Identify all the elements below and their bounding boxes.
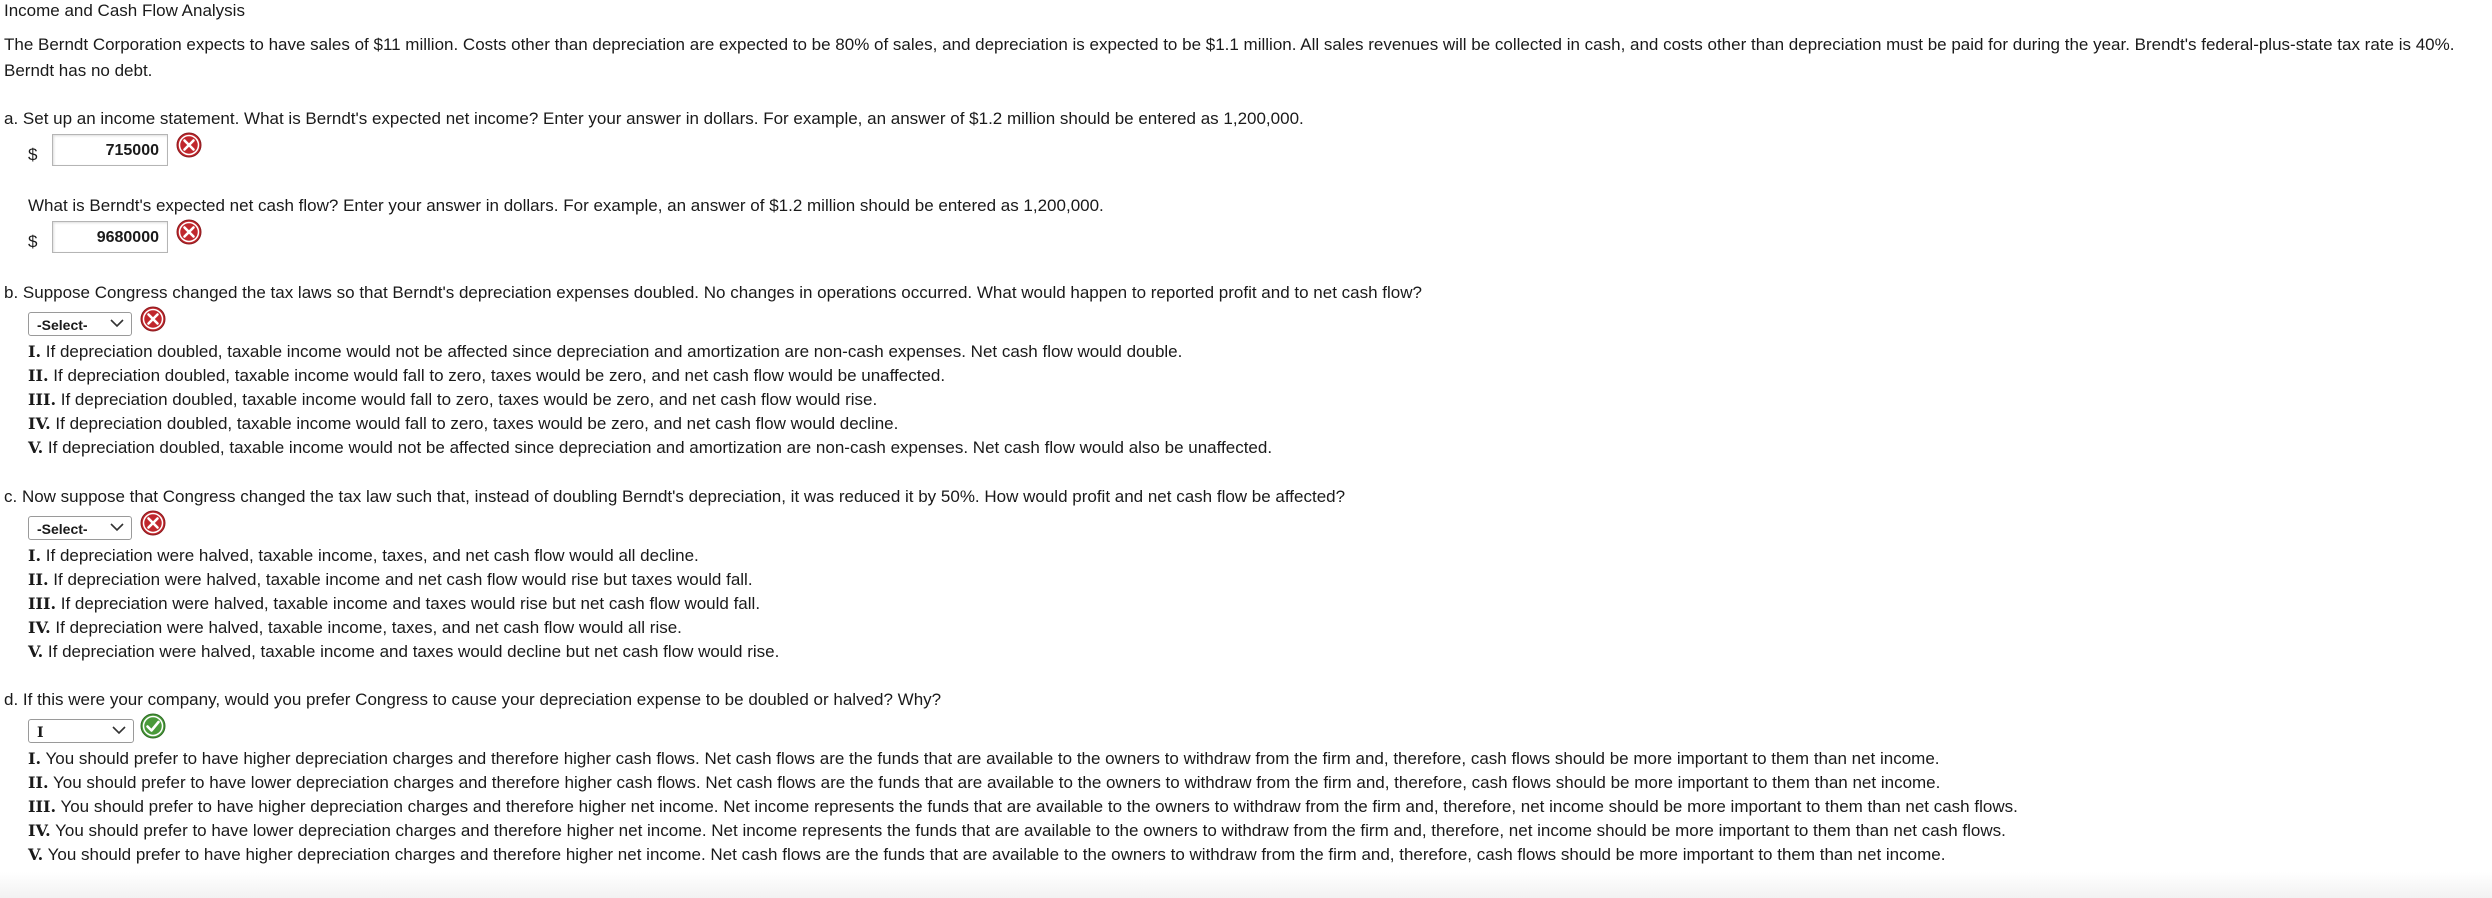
net-cash-flow-input[interactable]: 9680000: [52, 221, 168, 253]
list-item: V. If depreciation were halved, taxable income and taxes would decline but net cash flow would rise.: [28, 642, 780, 661]
part-a: [4, 106, 2484, 172]
part-c-select-row: [4, 510, 2484, 544]
part-b-options: [28, 340, 2484, 460]
list-item: V. You should prefer to have higher depreciation charges and therefore higher net income. Net cash flows are the funds that are available to the owners to withdraw from the firm and, therefore, cash flows should be more important to them than net income.: [28, 845, 1946, 864]
part-d: [4, 687, 2484, 867]
list-item: II. If depreciation doubled, taxable income would fall to zero, taxes would be zero, and net cash flow would be unaffected.: [28, 366, 946, 385]
list-item: I. If depreciation doubled, taxable income would not be affected since depreciation and amortization are non-cash expenses. Net cash flow would double.: [28, 342, 1183, 361]
list-item: III. If depreciation were halved, taxable income and taxes would rise but net cash flow would fall.: [28, 594, 761, 613]
currency-label: $: [28, 232, 38, 251]
list-item: II. You should prefer to have lower depreciation charges and therefore higher cash flows. Net cash flows are the funds that are available to the owners to withdraw from the firm and, therefore, cash flows should be more important to them than net income.: [28, 773, 1941, 792]
incorrect-x-icon: [176, 219, 202, 245]
part-b-select-row: [4, 306, 2484, 340]
part-c-select[interactable]: [28, 516, 132, 540]
incorrect-x-icon: [140, 306, 166, 332]
part-c-question: c. Now suppose that Congress changed the tax law such that, instead of doubling Berndt's depreciation, it was reduced it by 50%. How would profit and net cash flow be affected?: [4, 487, 1346, 506]
net-income-input[interactable]: 715000: [52, 134, 168, 166]
select-value: -Select-: [37, 521, 88, 537]
part-d-select[interactable]: [28, 719, 134, 743]
part-a-question-2: What is Berndt's expected net cash flow? Enter your answer in dollars. For example, an answer of $1.2 million should be entered as 1,200,000.: [28, 196, 1104, 215]
page-bottom-shade: [0, 872, 2492, 898]
list-item: III. If depreciation doubled, taxable income would fall to zero, taxes would be zero, and net cash flow would rise.: [28, 390, 878, 409]
page-title: Income and Cash Flow Analysis: [4, 1, 245, 20]
incorrect-x-icon: [140, 510, 166, 536]
problem-statement: The Berndt Corporation expects to have sales of $11 million. Costs other than depreciation are expected to be 80% of sales, and depreciation is expected to be $1.1 million. All sales revenues will be collected in cash, and costs other than depreciation must be paid for during the year. Brendt's federal-plus-state tax rate is 40%. Berndt has no debt.: [4, 35, 2455, 80]
list-item: I. You should prefer to have higher depreciation charges and therefore higher cash flows. Net cash flows are the funds that are available to the owners to withdraw from the firm and, therefore, cash flows should be more important to them than net income.: [28, 749, 1940, 768]
part-d-select-row: [4, 713, 2484, 747]
part-c-options: [28, 544, 2484, 664]
part-a-cash-flow: [4, 193, 2484, 259]
currency-label: $: [28, 145, 38, 164]
list-item: IV. If depreciation were halved, taxable income, taxes, and net cash flow would all rise.: [28, 618, 682, 637]
list-item: V. If depreciation doubled, taxable income would not be affected since depreciation and amortization are non-cash expenses. Net cash flow would also be unaffected.: [28, 438, 1273, 457]
part-b-select[interactable]: [28, 312, 132, 336]
part-c: [4, 484, 2484, 664]
correct-check-icon: [140, 713, 166, 739]
select-value: I: [37, 725, 44, 741]
part-b: [4, 280, 2484, 460]
list-item: III. You should prefer to have higher depreciation charges and therefore higher net income. Net income represents the funds that are available to the owners to withdraw from the firm and, therefore, net income should be more important to them than net cash flows.: [28, 797, 2018, 816]
chevron-down-icon: [111, 723, 127, 737]
list-item: II. If depreciation were halved, taxable income and net cash flow would rise but taxes would fall.: [28, 570, 753, 589]
chevron-down-icon: [109, 316, 125, 330]
part-b-question: b. Suppose Congress changed the tax laws so that Berndt's depreciation expenses doubled. No changes in operations occurred. What would happen to reported profit and to net cash flow?: [4, 283, 1422, 302]
list-item: IV. You should prefer to have lower depreciation charges and therefore higher net income. Net income represents the funds that are available to the owners to withdraw from the firm and, therefore, net income should be more important to them than net cash flows.: [28, 821, 2006, 840]
list-item: I. If depreciation were halved, taxable income, taxes, and net cash flow would all decline.: [28, 546, 699, 565]
part-a-question-1: a. Set up an income statement. What is Berndt's expected net income? Enter your answer in dollars. For example, an answer of $1.2 million should be entered as 1,200,000.: [4, 109, 1304, 128]
chevron-down-icon: [109, 520, 125, 534]
select-value: -Select-: [37, 317, 88, 333]
incorrect-x-icon: [176, 132, 202, 158]
list-item: IV. If depreciation doubled, taxable income would fall to zero, taxes would be zero, and net cash flow would decline.: [28, 414, 899, 433]
answer-row-net-cash-flow: [4, 219, 2484, 259]
part-d-options: [28, 747, 2484, 867]
answer-row-net-income: [4, 132, 2484, 172]
part-d-question: d. If this were your company, would you prefer Congress to cause your depreciation expense to be doubled or halved? Why?: [4, 690, 942, 709]
